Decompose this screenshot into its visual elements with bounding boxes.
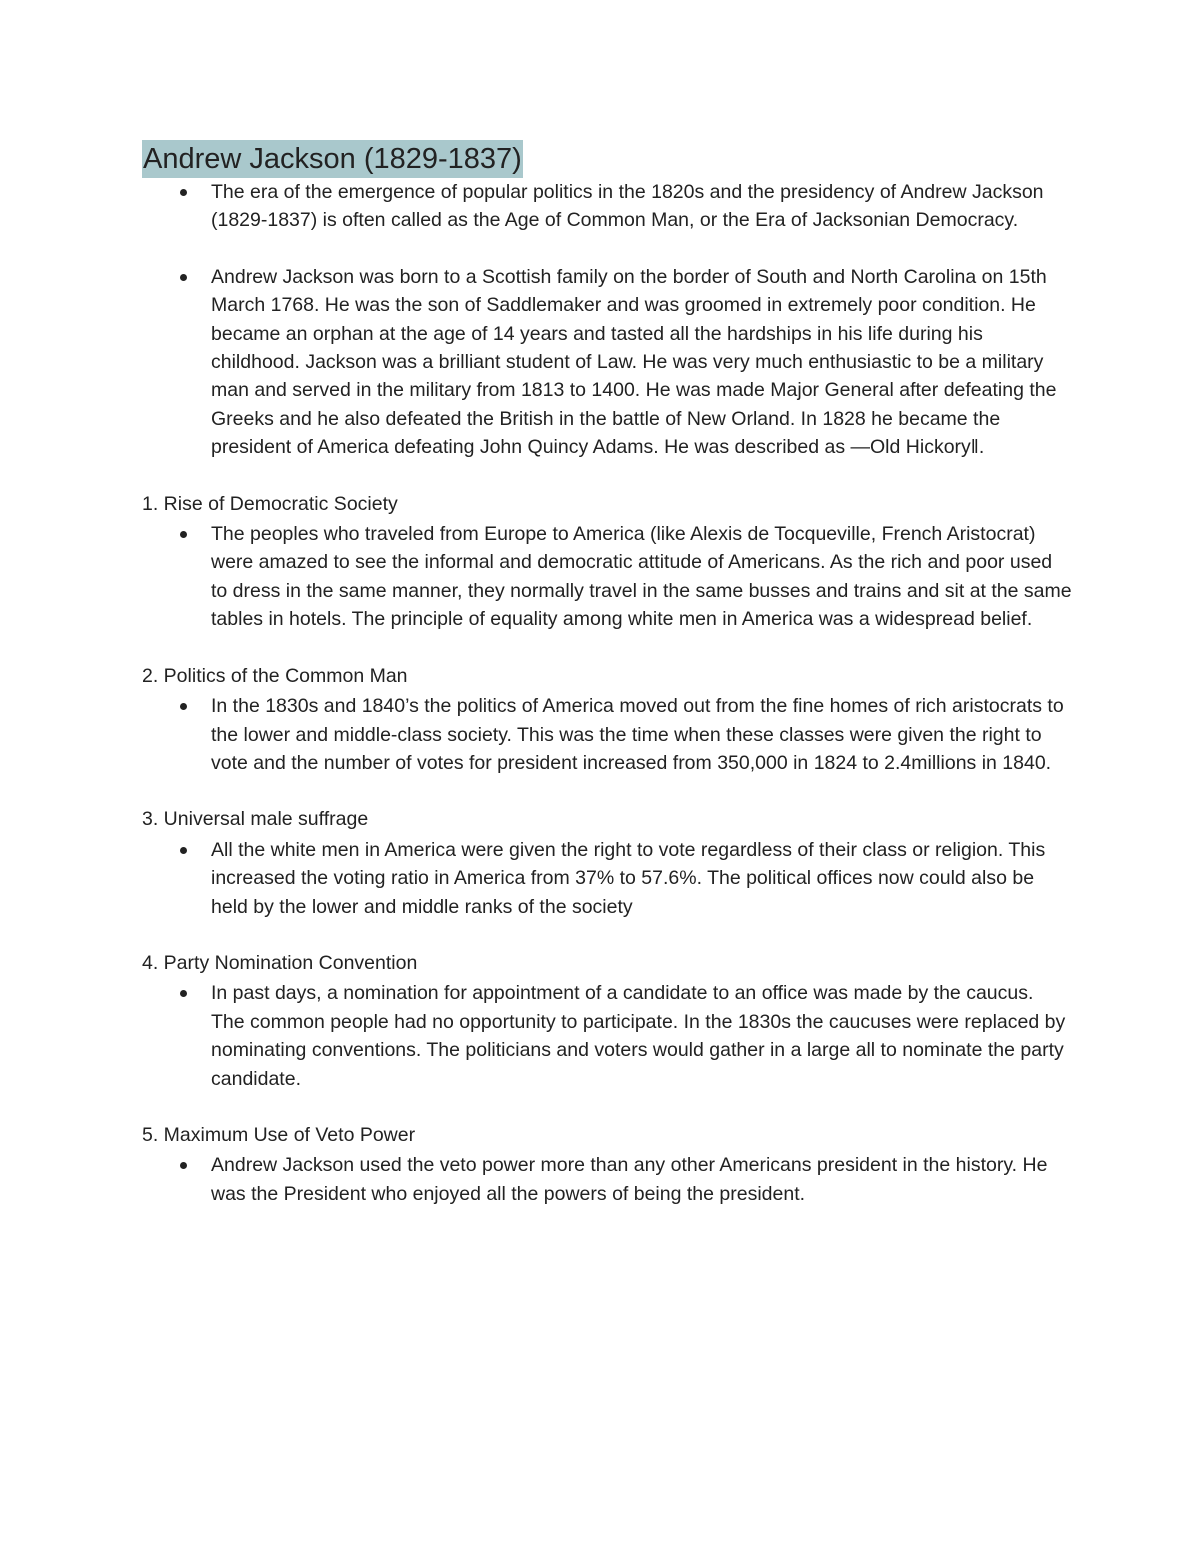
section-heading: 4. Party Nomination Convention [142, 951, 418, 974]
section-bullet-list [142, 979, 1072, 1093]
paragraph-gap [142, 235, 1072, 263]
paragraph-gap [142, 1093, 1072, 1121]
intro-bullet-list [142, 263, 1072, 462]
bullet-dot-icon [180, 990, 187, 997]
section-rise-of-democratic-society [142, 490, 1072, 634]
section-bullet-list [142, 692, 1072, 777]
section-party-nomination-convention [142, 949, 1072, 1093]
bullet-dot-icon [180, 189, 187, 196]
intro-bullet-text: The era of the emergence of popular politics in the 1820s and the presidency of Andrew Jackson (1829-1837) is often called as the Age of Common Man, or the Era of Jacksonian Democracy. [211, 181, 1044, 232]
section-heading: 2. Politics of the Common Man [142, 664, 408, 687]
section-bullet-item [142, 1151, 1072, 1208]
bullet-dot-icon [180, 1162, 187, 1169]
section-politics-of-the-common-man [142, 662, 1072, 778]
section-heading: 3. Universal male suffrage [142, 808, 369, 831]
section-heading: 1. Rise of Democratic Society [142, 492, 398, 515]
bullet-dot-icon [180, 531, 187, 538]
section-bullet-item [142, 979, 1072, 1093]
section-bullet-list [142, 836, 1072, 921]
section-bullet-text: In the 1830s and 1840’s the politics of America moved out from the fine homes of rich aristocrats to the lower and middle-class society. This was the time when these classes were given the right to vote and the number of votes for president increased from 350,000 in 1824 to 2.4millions in 1840. [211, 695, 1064, 774]
section-maximum-use-of-veto-power [142, 1121, 1072, 1208]
document-page [142, 140, 1072, 1208]
bullet-dot-icon [180, 847, 187, 854]
intro-bullet-item [142, 263, 1072, 462]
section-bullet-text: The peoples who traveled from Europe to America (like Alexis de Tocqueville, French Aristocrat) were amazed to see the informal and democratic attitude of Americans. As the rich and poor used to dress in the same manner, they normally travel in the same busses and trains and sit at the same tables in hotels. The principle of equality among white men in America was a widespread belief. [211, 523, 1072, 631]
bullet-dot-icon [180, 274, 187, 281]
paragraph-gap [142, 777, 1072, 805]
section-bullet-list [142, 1151, 1072, 1208]
intro-bullet-item [142, 178, 1072, 235]
paragraph-gap [142, 462, 1072, 490]
intro-bullet-text: Andrew Jackson was born to a Scottish family on the border of South and North Carolina on 15th March 1768. He was the son of Saddlemaker and was groomed in extremely poor condition. He became an orphan at the age of 14 years and tasted all the hardships in his life during his childhood. Jackson was a brilliant student of Law. He was very much enthusiastic to be a military man and served in the military from 1813 to 1400. He was made Major General after defeating the Greeks and he also defeated the British in the battle of New Orland. In 1828 he became the president of America defeating John Quincy Adams. He was described as —Old Hickory‖. [211, 265, 1057, 459]
section-bullet-text: All the white men in America were given the right to vote regardless of their class or religion. This increased the voting ratio in America from 37% to 57.6%. The political offices now could also be held by the lower and middle ranks of the society [211, 838, 1046, 918]
document-title: Andrew Jackson (1829-1837) [142, 140, 523, 178]
section-bullet-item [142, 520, 1072, 634]
bullet-dot-icon [180, 703, 187, 710]
paragraph-gap [142, 634, 1072, 662]
section-bullet-text: Andrew Jackson used the veto power more than any other Americans president in the history. He was the President who enjoyed all the powers of being the president. [211, 1154, 1048, 1205]
section-bullet-item [142, 836, 1072, 921]
section-bullet-list [142, 520, 1072, 634]
section-universal-male-suffrage [142, 805, 1072, 921]
section-bullet-text: In past days, a nomination for appointment of a candidate to an office was made by the caucus. The common people had no opportunity to participate. In the 1830s the caucuses were replaced by nominating conventions. The politicians and voters would gather in a large all to nominate the party candidate. [211, 982, 1066, 1090]
paragraph-gap [142, 921, 1072, 949]
section-bullet-item [142, 692, 1072, 777]
section-heading: 5. Maximum Use of Veto Power [142, 1123, 416, 1146]
intro-bullet-list [142, 178, 1072, 235]
